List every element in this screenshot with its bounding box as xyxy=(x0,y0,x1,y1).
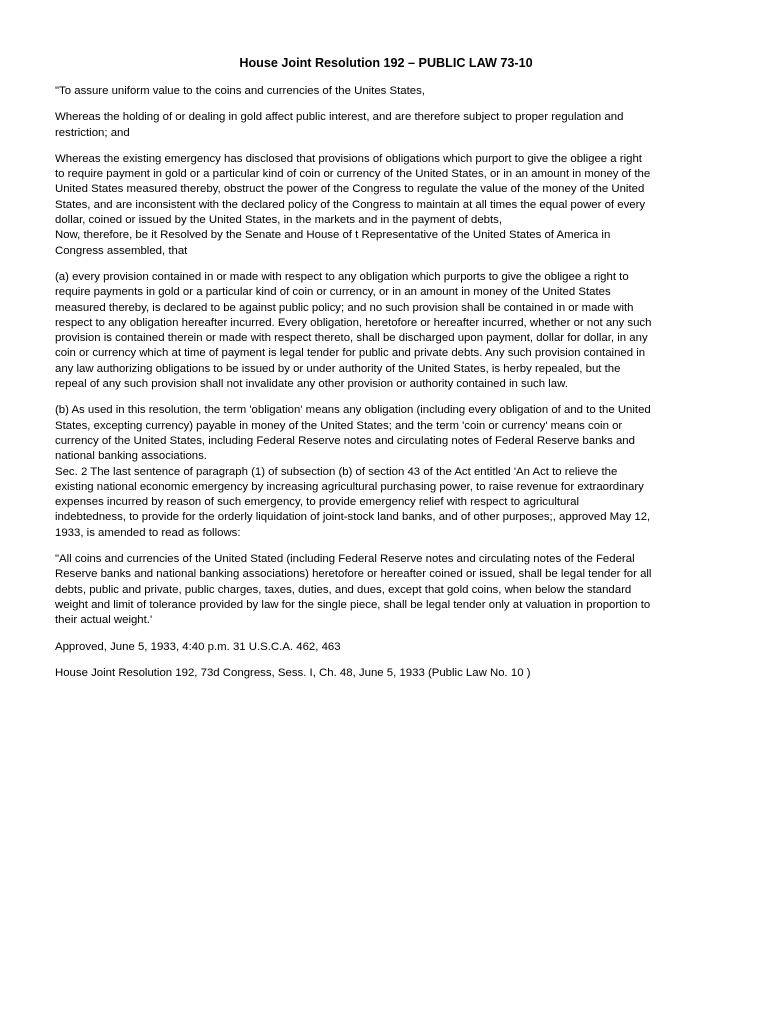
text-line: require payments in gold or a particular kind of coin or currency, or in an amount in money of the United States xyxy=(55,286,611,299)
paragraph-section-b xyxy=(55,403,717,541)
text-line: "All coins and currencies of the United Stated (including Federal Reserve notes and circulating notes of the Federal xyxy=(55,553,635,566)
text-line: Whereas the existing emergency has disclosed that provisions of obligations which purport to give the obligee a right xyxy=(55,152,642,165)
text-line: any law authorizing obligations to be issued by or under authority of the United States, is herby repealed, but the xyxy=(55,362,621,375)
text-line: to require payment in gold or a particular kind of coin or currency of the United States, or in an amount in money of the xyxy=(55,168,651,181)
text-line: Congress assembled, that xyxy=(55,244,188,257)
text-line: debts, public and private, public charges, taxes, duties, and dues, except that gold coins, when below the standard xyxy=(55,583,632,596)
text-line: weight and limit of tolerance provided by law for the single piece, shall be legal tender only at valuation in proportion to xyxy=(55,598,651,611)
text-line: (b) As used in this resolution, the term 'obligation' means any obligation (including every obligation of and to the United xyxy=(55,404,651,417)
text-line: House Joint Resolution 192, 73d Congress, Sess. I, Ch. 48, June 5, 1933 (Public Law No. 10 ) xyxy=(55,666,531,679)
paragraph-approved xyxy=(55,640,717,655)
text-line: existing national economic emergency by increasing agricultural purchasing power, to raise revenue for extraordinary xyxy=(55,480,644,493)
text-line: expenses incurred by reason of such emergency, to provide emergency relief with respect to agricultural xyxy=(55,496,580,509)
text-line: Reserve banks and national banking associations) heretofore or hereafter coined or issued, shall be legal tender for all xyxy=(55,568,652,581)
paragraph-preamble xyxy=(55,84,717,99)
text-line: (a) every provision contained in or made with respect to any obligation which purports to give the obligee a right to xyxy=(55,270,629,283)
text-line: Sec. 2 The last sentence of paragraph (1) of subsection (b) of section 43 of the Act entitled 'An Act to relieve the xyxy=(55,465,618,478)
paragraph-section-a xyxy=(55,270,717,392)
document-title: House Joint Resolution 192 – PUBLIC LAW 73-10 xyxy=(239,56,533,70)
text-line: respect to any obligation hereafter incurred. Every obligation, heretofore or hereafter incurred, whether or not any such xyxy=(55,316,652,329)
text-line: coin or currency which at time of payment is legal tender for public and private debts. Any such provision contained in xyxy=(55,347,646,360)
text-line: measured thereby, is declared to be against public policy; and no such provision shall be contained in or made with xyxy=(55,301,634,314)
paragraph-whereas-gold xyxy=(55,110,717,141)
text-line: currency of the United States, including Federal Reserve notes and circulating notes of Federal Reserve banks and xyxy=(55,434,635,447)
text-line: provision is contained therein or made with respect thereto, shall be discharged upon payment, dollar for dollar, in any xyxy=(55,332,648,345)
text-line: indebtedness, to provide for the orderly liquidation of joint-stock land banks, and of other purposes;, approved May 12, xyxy=(55,511,651,524)
text-line: restriction; and xyxy=(55,126,130,139)
text-line: United States measured thereby, obstruct the power of the Congress to regulate the value of the money of the United xyxy=(55,183,645,196)
text-line: States, and are inconsistent with the declared policy of the Congress to maintain at all times the equal power of every xyxy=(55,198,646,211)
document-page xyxy=(55,56,717,692)
paragraph-whereas-emergency xyxy=(55,152,717,259)
text-line: 1933, is amended to read as follows: xyxy=(55,526,241,539)
text-line: their actual weight.' xyxy=(55,614,153,627)
text-line: dollar, coined or issued by the United States, in the markets and in the payment of debts, xyxy=(55,214,503,227)
text-line: Approved, June 5, 1933, 4:40 p.m. 31 U.S.C.A. 462, 463 xyxy=(55,640,341,653)
text-line: national banking associations. xyxy=(55,450,207,463)
text-line: "To assure uniform value to the coins and currencies of the Unites States, xyxy=(55,85,426,97)
paragraph-quoted-amendment xyxy=(55,552,717,628)
text-line: Whereas the holding of or dealing in gold affect public interest, and are therefore subject to proper regulation and xyxy=(55,111,624,124)
text-line: States, excepting currency) payable in money of the United States; and the term 'coin or currency' means coin or xyxy=(55,419,623,432)
text-line: repeal of any such provision shall not invalidate any other provision or authority contained in such law. xyxy=(55,378,568,391)
paragraph-citation xyxy=(55,666,717,681)
text-line: Now, therefore, be it Resolved by the Senate and House of t Representative of the United States of America in xyxy=(55,229,611,242)
